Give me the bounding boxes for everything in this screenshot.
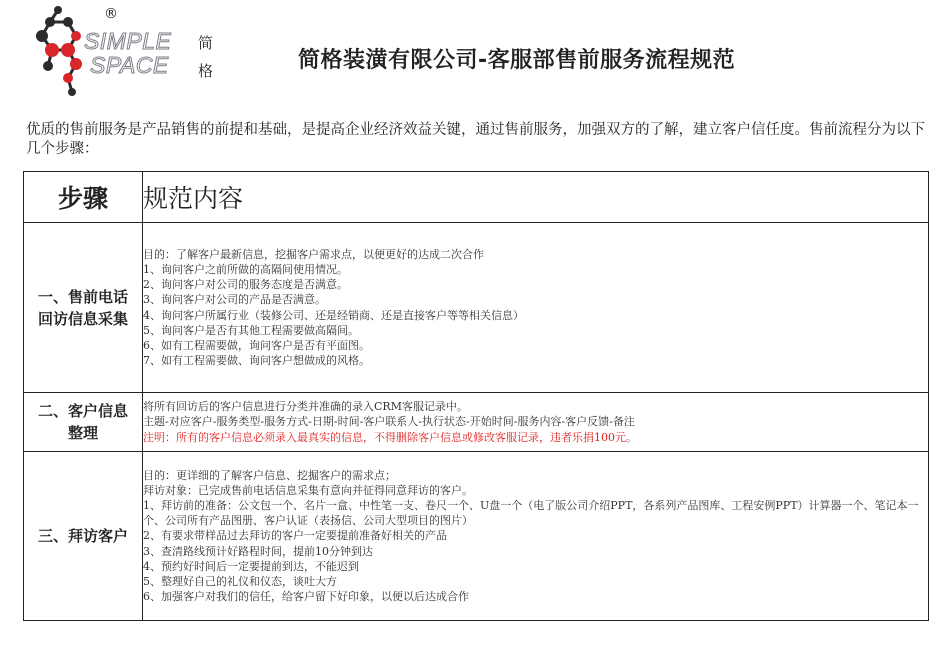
content-line: 4、询问客户所属行业（装修公司、还是经销商、还是直接客户等等相关信息）: [143, 308, 524, 322]
step-content: [143, 452, 929, 621]
company-logo: [28, 4, 228, 100]
content-line: 2、询问客户对公司的服务态度是否满意。: [143, 278, 348, 292]
step-label: [24, 452, 143, 621]
intro-paragraph: 优质的售前服务是产品销售的前提和基础，是提高企业经济效益关键，通过售前服务，加强双方的了解，建立客户信任度。售前流程分为以下几个步骤：: [26, 122, 925, 157]
content-line: 拜访对象：已完成售前电话信息采集有意向并征得同意拜访的客户。: [143, 483, 473, 497]
logo-cn-char-2: 格: [198, 62, 214, 80]
content-line: 6、加强客户对我们的信任，给客户留下好印象，以便以后达成合作: [143, 590, 469, 604]
logo-cn-char-1: 简: [198, 34, 214, 52]
content-line: 6、如有工程需要做，询问客户是否有平面图。: [143, 338, 370, 352]
step-label-line: 二、客户信息: [37, 402, 128, 420]
content-line: 目的：了解客户最新信息，挖掘客户需求点，以便更好的达成二次合作: [143, 247, 484, 261]
table-row: [24, 223, 929, 393]
step-label-line: 三、拜访客户: [37, 527, 128, 545]
content-line: 3、询问客户对公司的产品是否满意。: [143, 293, 326, 307]
content-line: 7、如有工程需要做、询问客户想做成的风格。: [143, 354, 370, 368]
logo-word-simple: SIMPLE: [84, 28, 172, 54]
content-line: 5、询问客户是否有其他工程需要做高隔间。: [143, 323, 359, 337]
content-line: 主题-对应客户-服务类型-服务方式-日期-时间-客户联系人-执行状态-开始时间-服务内容-客户反馈-备注: [143, 415, 635, 429]
content-line: 2、有要求带样品过去拜访的客户一定要提前准备好相关的产品: [143, 529, 447, 543]
step-label: [24, 393, 143, 452]
step-content: [143, 393, 929, 452]
step-label-line: 一、售前电话: [37, 287, 128, 306]
content-line: 3、查清路线预计好路程时间，提前10分钟到达: [143, 544, 373, 558]
page-title: 简格装潢有限公司-客服部售前服务流程规范: [298, 48, 736, 73]
header-step: 步骤: [24, 172, 143, 223]
step-label-line: 回访信息采集: [37, 309, 128, 328]
registered-mark: ®: [104, 6, 118, 22]
content-line: 1、询问客户之前所做的高隔间使用情况。: [143, 262, 348, 276]
warning-note: 注明：所有的客户信息必须录入最真实的信息，不得删除客户信息或修改客服记录，违者乐捐100元。: [143, 430, 637, 444]
step-content: [143, 223, 929, 393]
content-line: 4、预约好时间后一定要提前到达，不能迟到: [143, 559, 359, 573]
content-line: 5、整理好自己的礼仪和仪态，谈吐大方: [143, 575, 337, 588]
table-header-row: [24, 172, 929, 223]
step-label: [24, 223, 143, 393]
header-content: 规范内容: [143, 172, 929, 223]
step-label-line: 整理: [67, 424, 98, 442]
table-row: [24, 452, 929, 621]
content-line: 目的：更详细的了解客户信息、挖掘客户的需求点；: [143, 468, 396, 482]
content-line: 1、拜访前的准备：公文包一个、名片一盒、中性笔一支、卷尺一个、U盘一个（电了版公司介绍PPT，各系列产品图库、工程安例PPT）计算器一个、笔记本一个、公司所有产品图册、客户认证（表扬信、公司大型项目的图片）: [143, 498, 919, 528]
process-table: [23, 171, 929, 621]
content-line: 将所有回访后的客户信息进行分类并准确的录入CRM客服记录中。: [143, 400, 468, 414]
table-row: [24, 393, 929, 452]
logo-word-space: SPACE: [90, 52, 169, 78]
